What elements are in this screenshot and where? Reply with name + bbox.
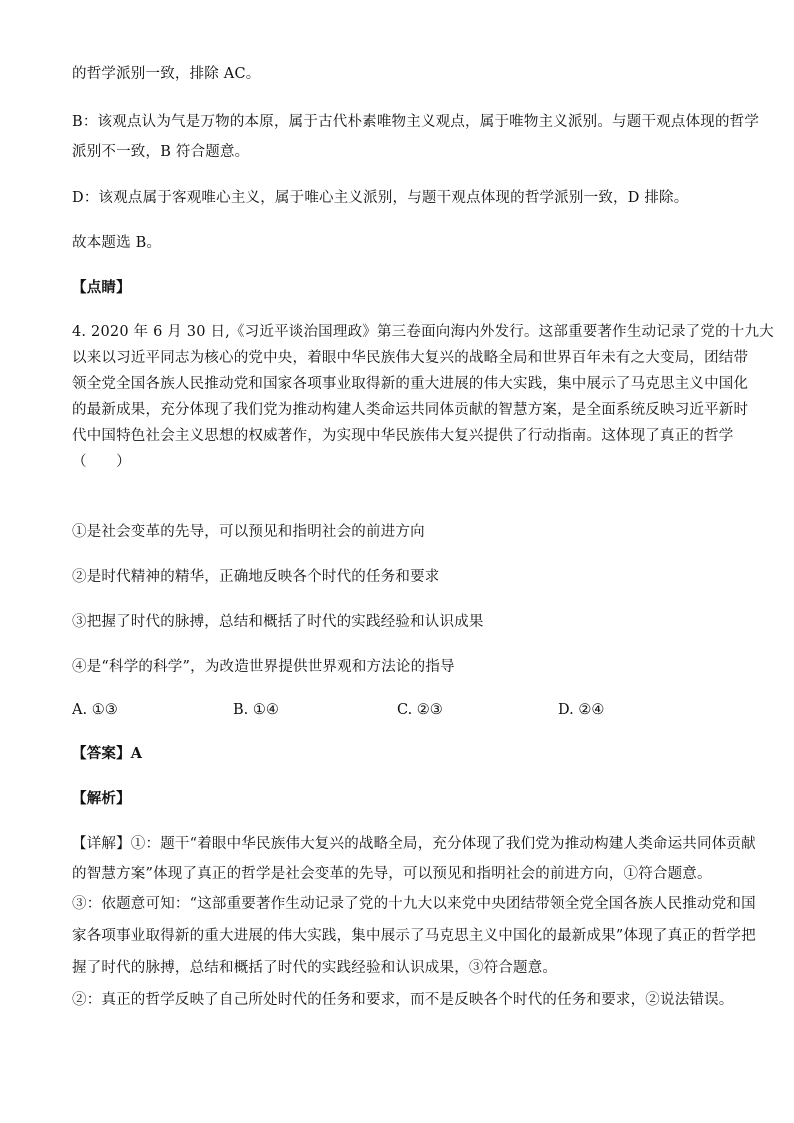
comment-label: 【点睛】 [72,279,131,296]
question-line-3: 领全党全国各族人民推动党和国家各项事业取得新的重大进展的伟大实践，集中展示了马克思主义中国化 [72,376,749,392]
option-c: C. ②③ [397,702,443,718]
answer-label: 【答案】A [72,745,143,762]
option-b-analysis-line1: B：该观点认为气是万物的本原，属于古代朴素唯物主义观点，属于唯物主义派别。与题干观点体现的哲学 [72,114,760,130]
statement-2: ②是时代精神的精华，正确地反映各个时代的任务和要求 [72,569,440,585]
option-a: A. ①③ [72,702,118,718]
detail-line-4: 家各项事业取得新的重大进展的伟大实践，集中展示了马克思主义中国化的最新成果”体现了真正的哲学把 [72,928,756,944]
question-line-5: 代中国特色社会主义思想的权威著作，为实现中华民族伟大复兴提供了行动指南。这体现了真正的哲学 [72,428,734,444]
statement-3: ③把握了时代的脉搏，总结和概括了时代的实践经验和认识成果 [72,614,484,630]
detail-line-1: 【详解】①：题干“着眼中华民族伟大复兴的战略全局，充分体现了我们党为推动构建人类命运共同体贡献 [72,836,756,852]
detail-line-2: 的智慧方案”体现了真正的哲学是社会变革的先导，可以预见和指明社会的前进方向，①符合题意。 [72,866,712,882]
detail-line-3: ③：依题意可知：“这部重要著作生动记录了党的十九大以来党中央团结带领全党全国各族人民推动党和国 [72,896,756,912]
option-b-analysis-line2: 派别不一致，B 符合题意。 [72,144,250,160]
question-line-2: 以来以习近平同志为核心的党中央，着眼中华民族伟大复兴的战略全局和世界百年未有之大变局，团结带 [72,350,749,366]
conclusion: 故本题选 B。 [72,235,162,251]
question-line-1: 4. 2020 年 6 月 30 日,《习近平谈治国理政》第三卷面向海内外发行。这部重要著作生动记录了党的十九大 [72,324,774,340]
option-b: B. ①④ [233,702,279,718]
question-line-6: （ ） [72,454,131,470]
statement-4: ④是“科学的科学”，为改造世界提供世界观和方法论的指导 [72,659,455,675]
analysis-label: 【解析】 [72,790,131,807]
analysis-continuation: 的哲学派别一致，排除 AC。 [72,66,261,82]
detail-line-6: ②：真正的哲学反映了自己所处时代的任务和要求，而不是反映各个时代的任务和要求，②说法错误。 [72,992,734,1008]
detail-line-5: 握了时代的脉搏，总结和概括了时代的实践经验和认识成果，③符合题意。 [72,960,558,976]
option-d-analysis: D：该观点属于客观唯心主义，属于唯心主义派别，与题干观点体现的哲学派别一致，D 排除。 [72,190,689,206]
question-line-4: 的最新成果，充分体现了我们党为推动构建人类命运共同体贡献的智慧方案，是全面系统反映习近平新时 [72,402,749,418]
option-d: D. ②④ [558,702,605,718]
statement-1: ①是社会变革的先导，可以预见和指明社会的前进方向 [72,524,425,540]
